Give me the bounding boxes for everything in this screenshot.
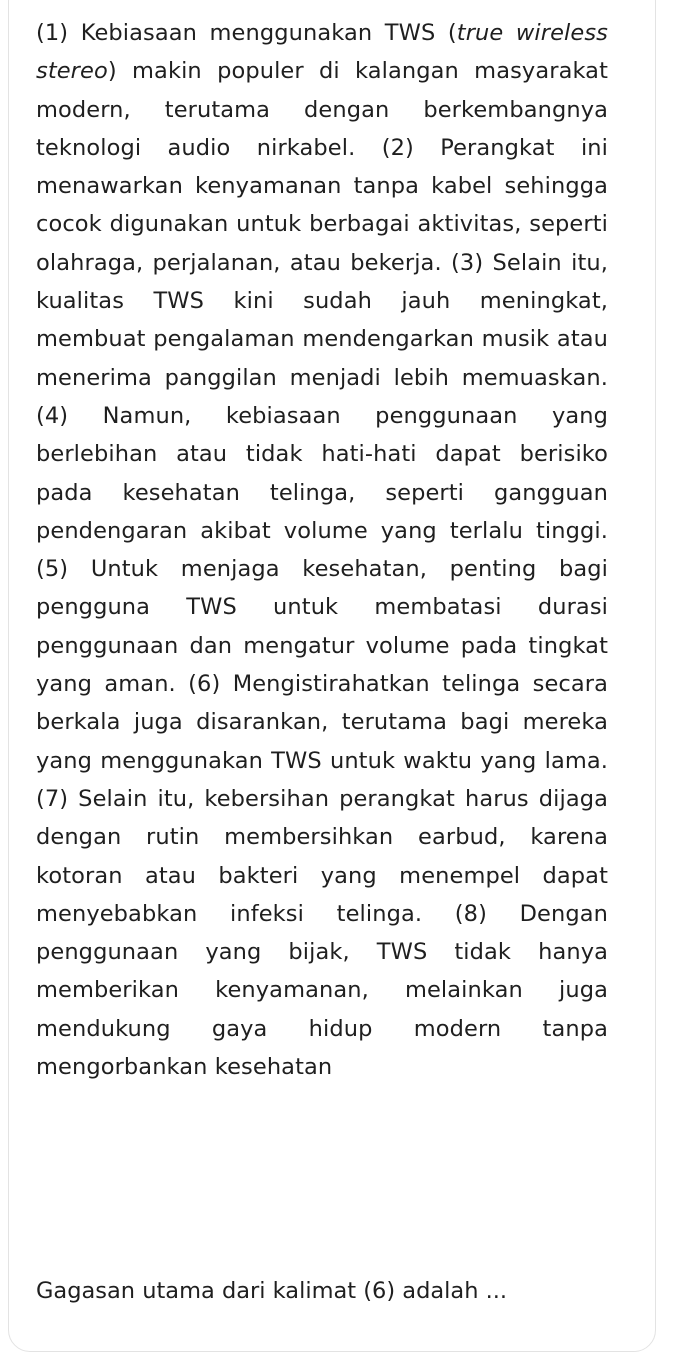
question-prompt: Gagasan utama dari kalimat (6) adalah ... <box>36 1278 508 1304</box>
sentence-1-start: (1) Kebiasaan menggunakan TWS ( <box>36 20 457 46</box>
sentence-1-end: ) makin populer di kalangan masyarakat modern, terutama dengan berkembangnya teknologi audio nirkabel. <box>36 58 608 161</box>
sentence-5: (5) Untuk menjaga kesehatan, penting bagi pengguna TWS untuk membatasi durasi penggunaan dan mengatur volume pada tingkat yang aman. <box>36 556 608 698</box>
sentence-4: (4) Namun, kebiasaan penggunaan yang berlebihan atau tidak hati-hati dapat berisiko pada kesehatan telinga, seperti gangguan pendengaran akibat volume yang terlalu tinggi. <box>36 402 608 544</box>
sentence-7: (7) Selain itu, kebersihan perangkat harus dijaga dengan rutin membersihkan earbud, karena kotoran atau bakteri yang menempel dapat menyebabkan infeksi telinga. <box>36 785 608 927</box>
sentence-6: (6) Mengistirahatkan telinga secara berkala juga disarankan, terutama bagi mereka yang menggunakan TWS untuk waktu yang lama. <box>36 671 608 774</box>
sentence-3: (3) Selain itu, kualitas TWS kini sudah jauh meningkat, membuat pengalaman mendengarkan musik atau menerima panggilan menjadi lebih memuaskan. <box>36 249 608 391</box>
sentence-1-italic-term: true wireless stereo <box>36 20 608 85</box>
sentence-8: (8) Dengan penggunaan yang bijak, TWS tidak hanya memberikan kenyamanan, melainkan juga mendukung gaya hidup modern tanpa mengorbankan kesehatan <box>36 900 608 1081</box>
reading-passage <box>36 14 608 1086</box>
sentence-2: (2) Perangkat ini menawarkan kenyamanan tanpa kabel sehingga cocok digunakan untuk berbagai aktivitas, seperti olahraga, perjalanan, atau bekerja. <box>36 134 609 276</box>
